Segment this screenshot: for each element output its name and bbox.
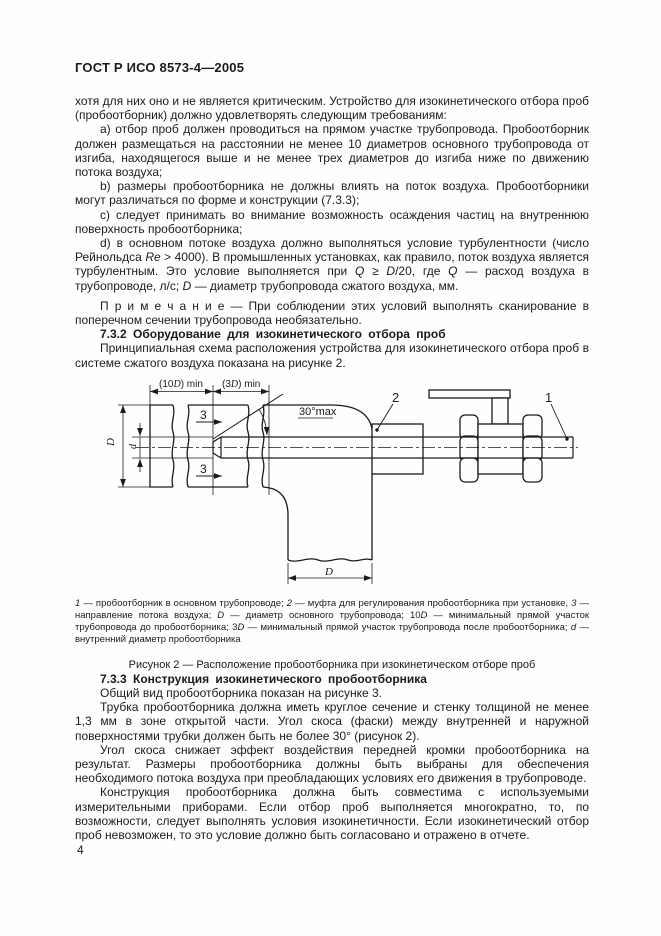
paragraph-7-3-2: Принципиальная схема расположения устройства для изокинетического отбора проб в системе сжатого воздуха показана на рисунке 2. bbox=[75, 341, 589, 370]
valve-stem bbox=[492, 398, 508, 424]
list-item-a: a) отбор проб должен проводиться на прямом участке трубопровода. Пробоотборник должен размещаться на расстоянии не менее 10 диаметров основного трубопровода от изгиба, находящегося выше и не менее трех диаметров до изгиба ниже по движению потока воздуха; bbox=[75, 122, 589, 180]
section-heading-7-3-2: 7.3.2 Оборудование для изокинетического отбора проб bbox=[100, 327, 446, 342]
elbow-inner-curve bbox=[263, 487, 288, 560]
section-heading-7-3-3: 7.3.3 Конструкция изокинетического пробоотборника bbox=[100, 671, 427, 686]
list-item-d: d) в основном потоке воздуха должно выполняться условие турбулентности (число Рейнольдса Re > 4000). В промышленных установках, как правило, поток воздуха является турбулентным. Это условие выполняется при Q ≥ D/20, где Q — расход воздуха в трубопроводе, л/с; D — диаметр трубопровода сжатого воздуха, мм. bbox=[75, 236, 590, 293]
ball-valve bbox=[429, 390, 542, 482]
valve-body bbox=[478, 424, 523, 474]
figure-2-caption: Рисунок 2 — Расположение пробоотборника при изокинетическом отборе проб bbox=[128, 658, 536, 671]
list-item-b: b) размеры пробоотборника не должны влиять на поток воздуха. Пробоотборники могут различаться по форме и конструкции (7.3.3); bbox=[75, 179, 589, 208]
main-pipe bbox=[150, 405, 372, 561]
pipe-segment-1 bbox=[150, 405, 173, 487]
leader-dot bbox=[565, 437, 568, 440]
vertical-pipe-break-line bbox=[288, 559, 372, 561]
paragraph-7-3-3-3: Угол скоса снижает эффект воздействия передней кромки пробоотборника на результат. Размеры пробоотборника должны быть выбраны для обеспечения необходимого потока воздуха при преобладающих условиях его движения в трубопроводе. bbox=[75, 742, 589, 786]
valve-nut-right bbox=[523, 415, 542, 482]
pipe-break-line bbox=[172, 405, 174, 487]
valve-handle-bar bbox=[429, 390, 510, 398]
coupling-rect bbox=[372, 424, 423, 474]
dimension-label-d: d bbox=[128, 443, 139, 449]
pipe-break-line bbox=[187, 405, 189, 487]
list-item-c: c) следует принимать во внимание возможность осаждения частиц на внутреннюю поверхность пробоотборника; bbox=[75, 207, 589, 236]
leader-line-probe bbox=[551, 404, 567, 439]
flow-label-top: 3 bbox=[200, 407, 207, 422]
dimension-label-3d: (3D) min bbox=[222, 378, 261, 390]
figure-2-legend: 1 — пробоотборник в основном трубопроводе; 2 — муфта для регулирования пробоотборника при установке, 3 — направление потока воздуха; D — диаметр основного трубопровода; 10D — минимальный прямой участок трубопровода до пробоотборника; 3D — минимальный прямой участок трубопровода после пробоотборника; d — внутренний диаметр пробоотборника bbox=[75, 597, 590, 645]
figure-2 bbox=[70, 372, 600, 597]
leader-dot bbox=[375, 428, 378, 431]
angle-label: 30°max bbox=[299, 405, 337, 418]
paragraph-intro: хотя для них оно и не является критическим. Устройство для изокинетического отбора проб (пробоотборник) должно удовлетворять следующим требованиям: bbox=[75, 94, 589, 123]
part-label-coupling: 2 bbox=[392, 389, 400, 405]
flow-label-bottom: 3 bbox=[200, 461, 207, 476]
dimension-label-D-bottom: D bbox=[325, 565, 333, 578]
dimension-label-D-left: D bbox=[105, 437, 117, 446]
valve-nut-left bbox=[460, 415, 478, 482]
document-title: ГОСТ Р ИСО 8573-4—2005 bbox=[75, 60, 245, 75]
figure-2-diagram bbox=[70, 372, 600, 597]
dimension-label-10d: (10D) min bbox=[159, 378, 203, 390]
paragraph-7-3-3-2: Трубка пробоотборника должна иметь круглое сечение и стенку толщиной не менее 1,3 мм в зоне открытой части. Угол скоса (фаски) между внутренней и наружной поверхностями трубки должен быть не более 30° (рисунок 2). bbox=[75, 700, 589, 743]
part-label-probe: 1 bbox=[545, 389, 553, 405]
page-number: 4 bbox=[77, 843, 84, 857]
note-paragraph: П р и м е ч а н и е — При соблюдении этих условий выполнять сканирование в поперечном сечении трубопровода необязательно. bbox=[75, 298, 589, 328]
paragraph-7-3-3-4: Конструкция пробоотборника должна быть совместима с используемыми измерительными приборами. Если отбор проб выполняется многократно, то, по возможности, следует выполнять условия изокинетичности. Если изокинетический отбор проб невозможен, то это условие должно быть согласовано и отражено в отчете. bbox=[75, 785, 589, 843]
paragraph-7-3-3-1: Общий вид пробоотборника показан на рисунке 3. bbox=[100, 686, 383, 701]
page-content bbox=[75, 94, 589, 842]
